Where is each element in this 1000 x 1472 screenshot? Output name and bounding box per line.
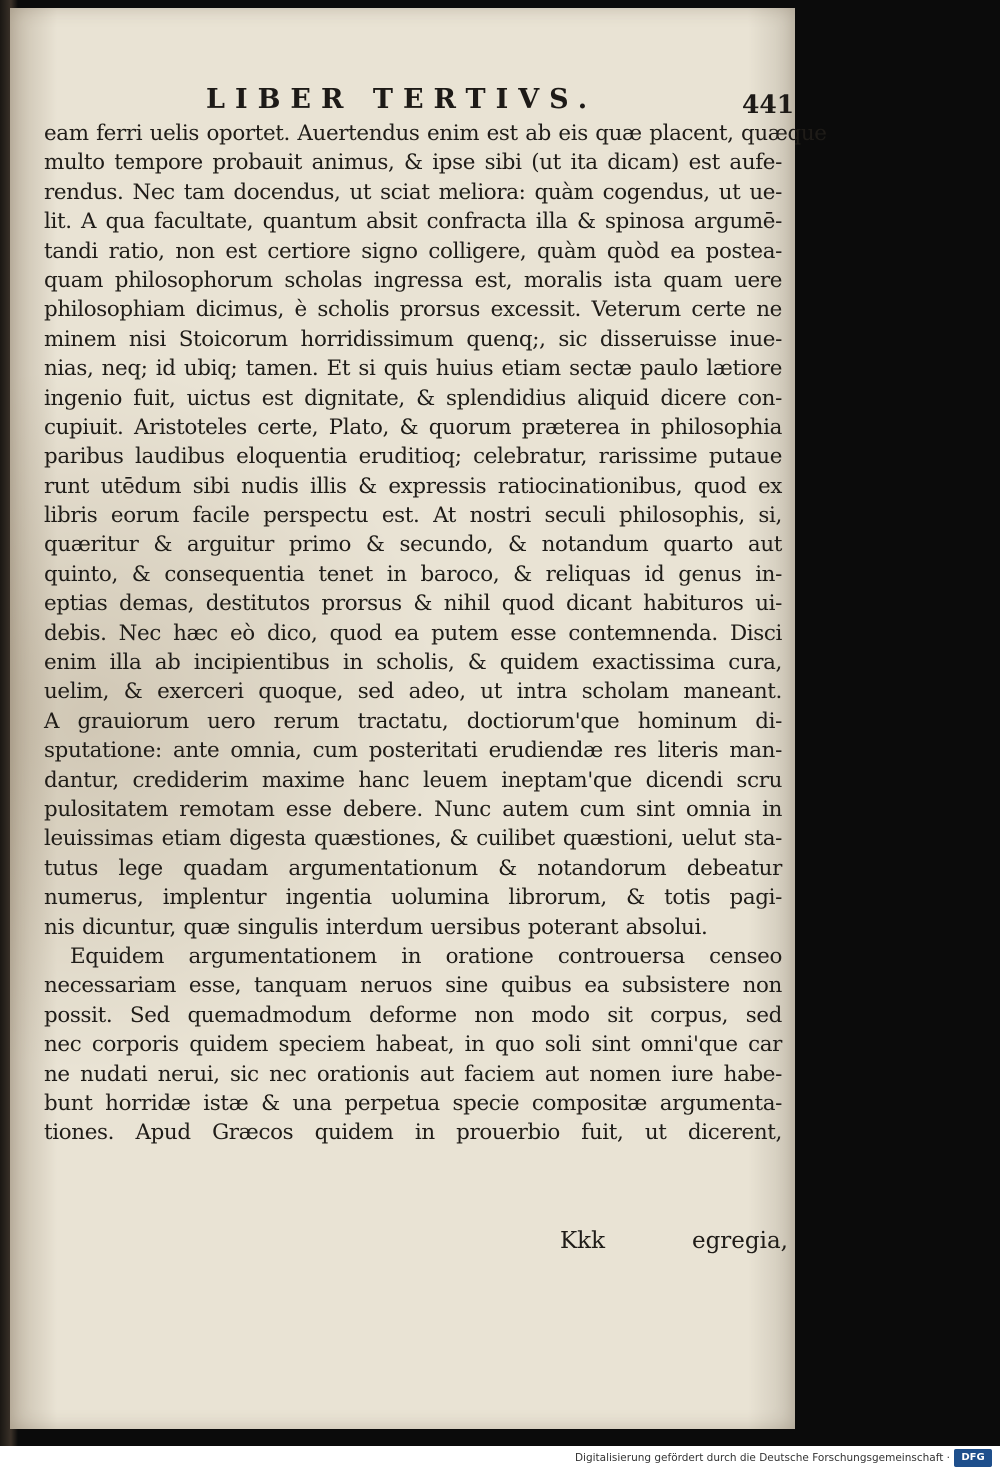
paragraph-start-line: Equidem argumentationem in oratione controuersa censeo — [70, 943, 782, 969]
text-line: quæritur & arguitur primo & secundo, & notandum quarto aut — [44, 532, 782, 558]
text-line: nias, neq; id ubiq; tamen. Et si quis huius etiam sectæ paulo lætiore — [44, 356, 782, 382]
text-line: quinto, & consequentia tenet in baroco, & reliquas id genus in- — [44, 561, 782, 587]
running-head: LIBER TERTIVS. — [206, 84, 598, 115]
text-line: nec corporis quidem speciem habeat, in quo soli sint omni'que car — [44, 1032, 782, 1058]
text-line: tutus lege quadam argumentationum & notandorum debeatur — [44, 855, 782, 881]
text-line: necessariam esse, tanquam neruos sine quibus ea subsistere non — [44, 973, 782, 999]
text-line: pulositatem remotam esse debere. Nunc autem cum sint omnia in — [44, 796, 782, 822]
text-line: eptias demas, destitutos prorsus & nihil quod dicant habituros ui- — [44, 591, 782, 617]
text-line: sputatione: ante omnia, cum posteritati erudiendæ res literis man- — [44, 738, 782, 764]
catchword: egregia, — [691, 1228, 788, 1254]
text-line: runt utēdum sibi nudis illis & expressis ratiocinationibus, quod ex — [44, 473, 782, 499]
text-line: rendus. Nec tam docendus, ut sciat meliora: quàm cogendus, ut ue- — [44, 179, 782, 205]
text-line: dantur, crediderim maxime hanc leuem ineptam'que dicendi scru — [44, 767, 782, 793]
catchline — [560, 1228, 788, 1254]
text-line: quam philosophorum scholas ingressa est, moralis ista quam uere — [44, 267, 782, 293]
text-line: lit. A qua facultate, quantum absit confracta illa & spinosa argumē- — [44, 209, 782, 235]
text-line: nis dicuntur, quæ singulis interdum uersibus poterant absolui. — [44, 914, 708, 940]
text-line: paribus laudibus eloquentia eruditioq; celebratur, rarissime putaue — [44, 444, 782, 470]
text-line: minem nisi Stoicorum horridissimum quenq;, sic disseruisse inue- — [44, 326, 782, 352]
text-line: multo tempore probauit animus, & ipse sibi (ut ita dicam) est aufe- — [44, 150, 782, 176]
dfg-logo: DFG — [954, 1449, 992, 1467]
book-page — [10, 8, 827, 1429]
text-line: possit. Sed quemadmodum deforme non modo sit corpus, sed — [44, 1002, 782, 1028]
text-line: leuissimas etiam digesta quæstiones, & cuilibet quæstioni, uelut sta- — [44, 826, 782, 852]
signature-mark: Kkk — [560, 1228, 606, 1254]
funding-note: Digitalisierung gefördert durch die Deutsche Forschungsgemeinschaft · — [574, 1452, 950, 1464]
body-text — [44, 119, 827, 1148]
text-line: philosophiam dicimus, è scholis prorsus excessit. Veterum certe ne — [44, 297, 782, 323]
text-line: libris eorum facile perspectu est. At nostri seculi philosophis, si, — [44, 503, 782, 529]
footer-bar — [0, 1446, 1000, 1472]
text-line: enim illa ab incipientibus in scholis, & quidem exactissima cura, — [44, 650, 782, 676]
text-line: ingenio fuit, uictus est dignitate, & splendidius aliquid dicere con- — [44, 385, 782, 411]
text-line: debis. Nec hæc eò dico, quod ea putem esse contemnenda. Disci — [44, 620, 782, 646]
text-line: uelim, & exerceri quoque, sed adeo, ut intra scholam maneant. — [44, 679, 782, 705]
page-number: 441 — [742, 90, 795, 119]
text-line: eam ferri uelis oportet. Auertendus enim est ab eis quæ placent, quæque — [44, 121, 827, 146]
text-line: tandi ratio, non est certiore signo colligere, quàm quòd ea postea- — [44, 238, 782, 264]
text-line: tiones. Apud Græcos quidem in prouerbio fuit, ut dicerent, — [44, 1120, 782, 1146]
text-line: cupiuit. Aristoteles certe, Plato, & quorum præterea in philosophia — [44, 414, 782, 440]
text-line: bunt horridæ istæ & una perpetua specie compositæ argumenta- — [44, 1090, 782, 1116]
text-line: ne nudati nerui, sic nec orationis aut faciem aut nomen iure habe- — [44, 1061, 782, 1087]
text-line: A grauiorum uero rerum tractatu, doctiorum'que hominum di- — [44, 708, 782, 734]
text-line: numerus, implentur ingentia uolumina librorum, & totis pagi- — [44, 885, 782, 911]
